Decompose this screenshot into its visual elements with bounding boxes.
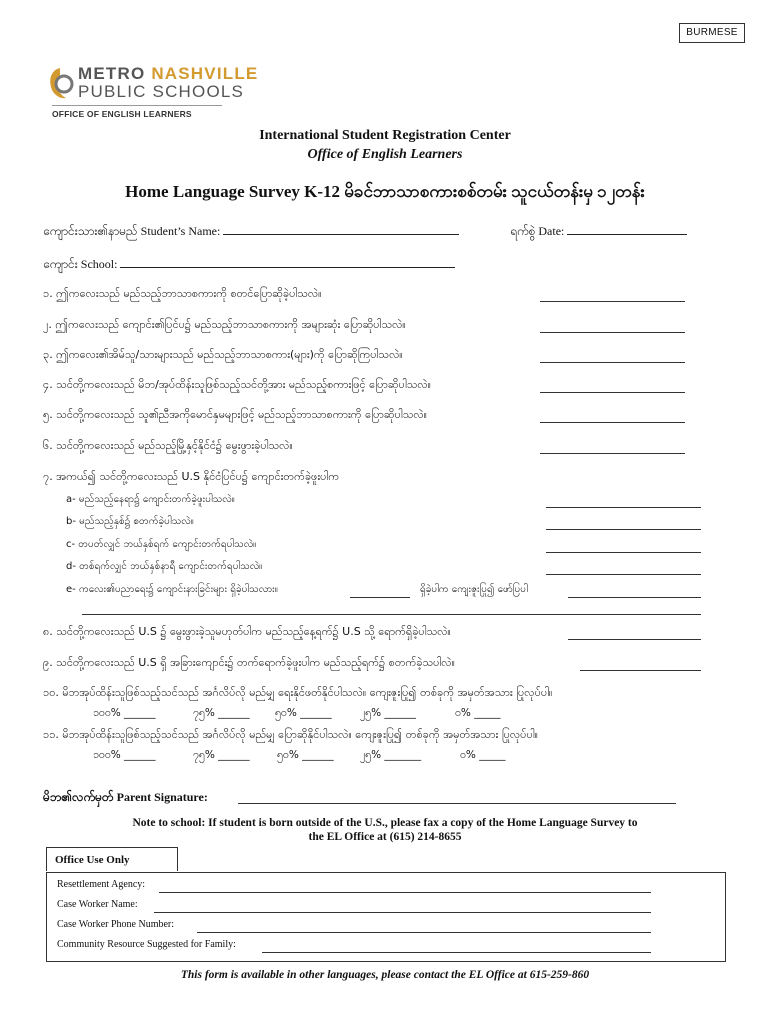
office-name: Office of English Learners [307, 147, 463, 162]
community-resource-field[interactable] [262, 951, 651, 953]
sub-question-a: a- မည်သည့်နေရာ၌ ကျောင်းတက်ခဲ့ဖူးပါသလဲ။ [66, 494, 235, 505]
signature-label: မိဘ၏လက်မှတ် Parent Signature: [43, 790, 208, 804]
office-row-case-worker-phone: Case Worker Phone Number: [57, 919, 175, 930]
answer-7e-describe-field[interactable] [568, 596, 701, 598]
answer-6-field[interactable] [540, 452, 685, 454]
answer-5-field[interactable] [540, 421, 685, 423]
resettlement-agency-field[interactable] [159, 891, 651, 893]
fax-note-line-2: the EL Office at (615) 214-8655 [308, 831, 462, 843]
student-name-label: ကျောင်းသား၏နာမည် Student’s Name: [43, 224, 221, 238]
answer-2-field[interactable] [540, 331, 685, 333]
date-row [510, 222, 687, 241]
q10-option-100[interactable]: ၁၀၀% ______ [93, 707, 156, 719]
answer-3-field[interactable] [540, 361, 685, 363]
answer-8-field[interactable] [568, 638, 701, 640]
student-name-field[interactable] [223, 222, 459, 235]
sub-question-e: e- ကလေး၏ပညာရေး၌ ကျောင်းနားခြင်းများ ရှိခဲ့ပါသလား။ [66, 584, 278, 595]
question-9: ၉. သင်တို့ကလေးသည် U.S ရှိ အခြားကျောင်း၌ တက်ရောက်ခဲ့ဖူးပါက မည်သည့်ရက်၌ စတက်ခဲ့သပါလဲ။ [43, 656, 455, 669]
fax-note-line-1: Note to school: If student is born outside of the U.S., please fax a copy of the Home Language Survey to [132, 817, 638, 829]
parent-signature-field[interactable] [238, 802, 676, 804]
language-tag: BURMESE [679, 23, 745, 43]
center-name: International Student Registration Center [259, 128, 511, 143]
q11-option-50[interactable]: ၅၀% ______ [277, 749, 334, 761]
logo-divider [52, 105, 222, 106]
answer-4-field[interactable] [540, 391, 685, 393]
question-8: ၈. သင်တို့ကလေးသည် U.S ၌ မွေးဖွားခဲ့သူမဟုတ်ပါက မည်သည့်နေ့ရက်၌ U.S သို့ ရောက်ရှိခဲ့ပါသလဲ။ [43, 625, 451, 638]
school-label: ကျောင်း School: [43, 257, 118, 271]
q10-option-0[interactable]: ၀% _____ [455, 707, 501, 719]
office-use-box [46, 872, 726, 962]
footer-note: This form is available in other languages, please contact the EL Office at 615-259-860 [180, 969, 590, 981]
office-row-case-worker-name: Case Worker Name: [57, 899, 138, 910]
answer-7a-field[interactable] [546, 506, 701, 508]
sub-question-d: d- တစ်ရက်လျှင် ဘယ်နှစ်နာရီ ကျောင်းတက်ရပါသလဲ။ [66, 561, 263, 572]
answer-7c-field[interactable] [546, 551, 701, 553]
office-use-title: Office Use Only [46, 847, 178, 871]
answer-7b-field[interactable] [546, 528, 701, 530]
question-3: ၃. ဤကလေး၏အိမ်သူ/သားများသည် မည်သည့်ဘာသာစကား(များ)ကို ပြောဆိုကြပါသလဲ။ [43, 348, 403, 361]
office-row-resettlement: Resettlement Agency: [57, 879, 146, 890]
q11-option-100[interactable]: ၁၀၀% ______ [93, 749, 156, 761]
answer-1-field[interactable] [540, 300, 685, 302]
question-7: ၇. အကယ်၍ သင်တို့ကလေးသည် U.S နိုင်ငံပြင်ပ၌ ကျောင်းတက်ခဲ့ဖူးပါက [43, 470, 340, 483]
question-6: ၆. သင်တို့ကလေးသည် မည်သည့်မြို့နှင့်နိုင်ငံ၌ မွေးဖွားခဲ့ပါသလဲ။ [43, 439, 293, 452]
q10-option-25[interactable]: ၂၅% ______ [360, 707, 416, 719]
question-10: ၁၀. မိဘအုပ်ထိန်းသူဖြစ်သည့်သင်သည် အင်္ဂလိပ်လို မည်မျှ ရေးနိုင်ဖတ်နိုင်ပါသလဲ။ ကျေးဇူးပြု၍ တစ်ခုကို အမှတ်အသား ပြုလုပ်ပါ။ [43, 686, 553, 699]
signature-row [43, 789, 208, 807]
answer-9-field[interactable] [580, 669, 701, 671]
q11-option-0[interactable]: ၀% _____ [460, 749, 506, 761]
school-row [43, 255, 455, 274]
logo-subtitle: OFFICE OF ENGLISH LEARNERS [52, 109, 192, 119]
survey-title: Home Language Survey K-12 မိခင်ဘာသာစကားစစ်တမ်း သူငယ်တန်းမှ ၁၂တန်း [125, 182, 645, 201]
office-row-community-resource: Community Resource Suggested for Family: [57, 939, 236, 950]
logo-emblem-icon [46, 66, 74, 102]
student-name-row [43, 222, 459, 241]
date-field[interactable] [567, 222, 687, 235]
logo-line-1: METRO NASHVILLE [78, 64, 259, 83]
q10-option-75[interactable]: ၇၅% ______ [193, 707, 250, 719]
school-field[interactable] [120, 255, 455, 268]
q11-option-25[interactable]: ၂၅% _______ [360, 749, 422, 761]
logo-line-2: PUBLIC SCHOOLS [78, 82, 245, 101]
case-worker-name-field[interactable] [154, 911, 651, 913]
date-label: ရက်စွဲ Date: [510, 224, 565, 238]
question-2: ၂. ဤကလေးသည် ကျောင်း၏ပြင်ပ၌ မည်သည့်ဘာသာစကားကို အများဆုံး ပြောဆိုပါသလဲ။ [43, 318, 406, 331]
answer-7d-field[interactable] [546, 573, 701, 575]
sub-question-b: b- မည်သည့်နှစ်၌ စတက်ခဲ့ပါသလဲ။ [66, 516, 194, 527]
sub-question-e-describe: ရှိခဲ့ပါက ကျေးဇူးပြု၍ ဖော်ပြပါ [420, 584, 528, 595]
question-4: ၄. သင်တို့ကလေးသည် မိဘ/အုပ်ထိန်းသူဖြစ်သည့်သင်တို့အား မည်သည့်စကားဖြင့် ပြောဆိုပါသလဲ။ [43, 378, 431, 391]
q11-option-75[interactable]: ၇၅% ______ [193, 749, 250, 761]
answer-7e-yesno-field[interactable] [350, 596, 410, 598]
answer-7e-continued-field[interactable] [82, 613, 701, 615]
question-1: ၁. ဤကလေးသည် မည်သည့်ဘာသာစကားကို စတင်ပြောဆိုခဲ့ပါသလဲ။ [43, 287, 322, 300]
q10-option-50[interactable]: ၅၀% ______ [275, 707, 332, 719]
case-worker-phone-field[interactable] [197, 931, 651, 933]
question-5: ၅. သင်တို့ကလေးသည် သူ၏ညီအကိုမောင်နှမများဖြင့် မည်သည့်ဘာသာစကားကို ပြောဆိုပါသလဲ။ [43, 408, 427, 421]
question-11: ၁၁. မိဘအုပ်ထိန်းသူဖြစ်သည့်သင်သည် အင်္ဂလိပ်လို မည်မျှ ပြောဆိုနိုင်ပါသလဲ။ ကျေးဇူးပြု၍ တစ်ခုကို အမှတ်အသား ပြုလုပ်ပါ။ [43, 728, 538, 741]
sub-question-c: c- တပတ်လျှင် ဘယ်နှစ်ရက် ကျောင်းတက်ရပါသလဲ။ [66, 539, 257, 550]
